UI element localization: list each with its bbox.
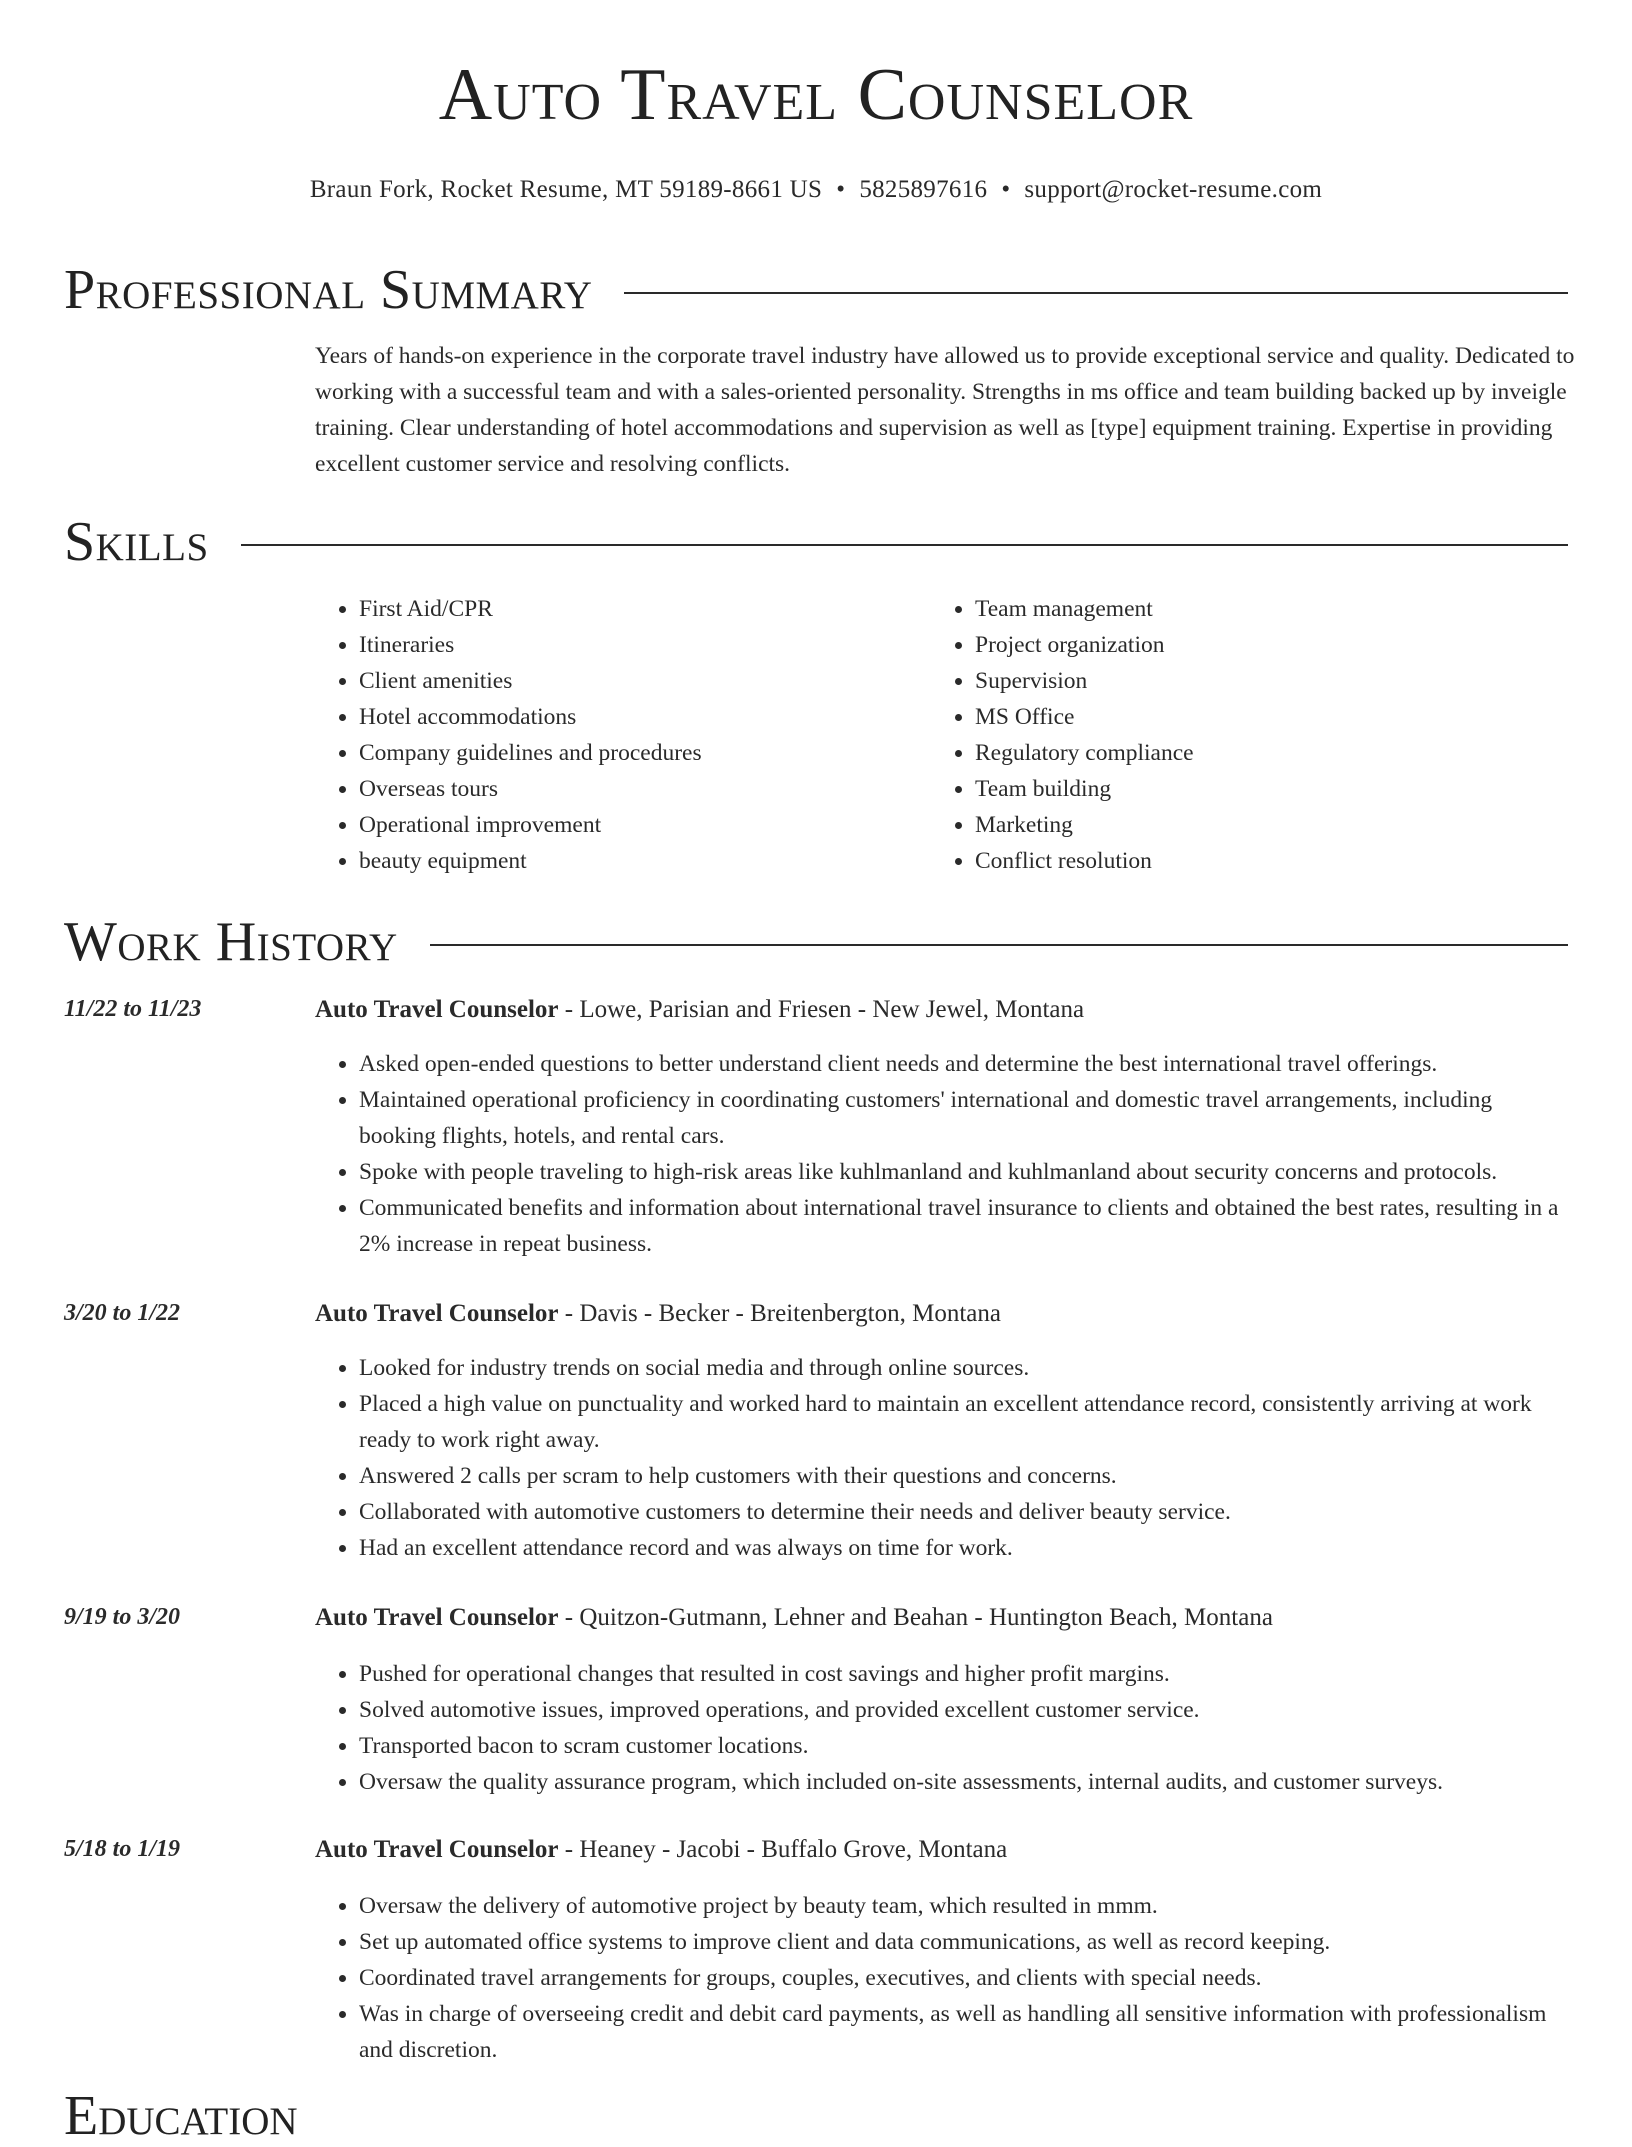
resume-name: Auto Travel Counselor	[438, 54, 1194, 136]
work-heading: Work History	[64, 911, 398, 973]
job-bullet: • Was in charge of overseeing credit and debit card payments, as well as handling all sensitive information with professionalism and discretion.	[359, 1996, 1575, 2068]
contact-line	[0, 176, 1632, 204]
contact-email: support@rocket-resume.com	[1024, 176, 1323, 203]
work-section-header	[64, 911, 1568, 973]
summary-heading: Professional Summary	[64, 259, 593, 321]
job-heading	[315, 996, 1084, 1024]
skills-section-header	[64, 511, 1568, 573]
skill-item: • MS Office	[975, 699, 1547, 735]
job-bullet: • Communicated benefits and information about international travel insurance to clients and obtained the best rates, resulting in a 2% increase in repeat business.	[359, 1190, 1575, 1262]
skills-list-left	[315, 591, 931, 879]
contact-address: Braun Fork, Rocket Resume, MT 59189-8661 US	[309, 176, 823, 203]
skills-list-right	[931, 591, 1547, 879]
section-divider	[430, 944, 1568, 946]
skill-item: • Operational improvement	[359, 807, 931, 843]
education-heading: Education	[64, 2085, 298, 2147]
job-bullets	[315, 1656, 1575, 1800]
skill-item: • Team management	[975, 591, 1547, 627]
job-bullet: • Transported bacon to scram customer locations.	[359, 1728, 1575, 1764]
skill-item: • Company guidelines and procedures	[359, 735, 931, 771]
contact-phone: 5825897616	[859, 176, 988, 203]
summary-text: Years of hands-on experience in the corporate travel industry have allowed us to provide exceptional service and quality. Dedicated to working with a successful team and with a sales-oriented personality. Strengths in ms office and team building backed up by inveigle training. Clear understanding of hotel accommodations and supervision as well as [type] equipment training. Expertise in providing excellent customer service and resolving conflicts.	[315, 343, 1575, 477]
job-heading	[315, 1604, 1273, 1632]
job-dates: 9/19 to 3/20	[64, 1604, 181, 1630]
job-bullet: • Placed a high value on punctuality and worked hard to maintain an excellent attendance record, consistently arriving at work ready to work right away.	[359, 1386, 1575, 1458]
skill-item: • Project organization	[975, 627, 1547, 663]
job-heading	[315, 1300, 1001, 1328]
job-dates: 11/22 to 11/23	[64, 996, 202, 1022]
skills-columns	[315, 591, 1575, 879]
job-bullet: • Pushed for operational changes that resulted in cost savings and higher profit margins.	[359, 1656, 1575, 1692]
job-dates: 3/20 to 1/22	[64, 1300, 181, 1326]
skill-item: • Conflict resolution	[975, 843, 1547, 879]
job-heading	[315, 1836, 1007, 1864]
skill-item: • Team building	[975, 771, 1547, 807]
summary-section-header	[64, 259, 1568, 321]
job-bullet: • Set up automated office systems to improve client and data communications, as well as record keeping.	[359, 1924, 1575, 1960]
job-bullet: • Coordinated travel arrangements for groups, couples, executives, and clients with special needs.	[359, 1960, 1575, 1996]
job-dates: 5/18 to 1/19	[64, 1836, 181, 1862]
contact-separator: •	[836, 176, 846, 203]
skills-heading: Skills	[64, 511, 209, 573]
skill-item: • Overseas tours	[359, 771, 931, 807]
job-title: Auto Travel Counselor	[315, 1300, 559, 1327]
skill-item: • First Aid/CPR	[359, 591, 931, 627]
job-bullet: • Maintained operational proficiency in coordinating customers' international and domestic travel arrangements, including booking flights, hotels, and rental cars.	[359, 1082, 1575, 1154]
job-bullet: • Had an excellent attendance record and was always on time for work.	[359, 1530, 1575, 1566]
job-bullets	[315, 1350, 1575, 1566]
job-bullet: • Solved automotive issues, improved operations, and provided excellent customer service.	[359, 1692, 1575, 1728]
contact-separator: •	[1001, 176, 1011, 203]
skill-item: • Hotel accommodations	[359, 699, 931, 735]
job-bullet: • Spoke with people traveling to high-risk areas like kuhlmanland and kuhlmanland about security concerns and protocols.	[359, 1154, 1575, 1190]
job-bullet: • Asked open-ended questions to better understand client needs and determine the best international travel offerings.	[359, 1046, 1575, 1082]
job-employer: - Lowe, Parisian and Friesen - New Jewel, Montana	[558, 996, 1085, 1023]
job-bullets	[315, 1046, 1575, 1262]
job-employer: - Davis - Becker - Breitenbergton, Montana	[558, 1300, 1001, 1327]
job-bullet: • Answered 2 calls per scram to help customers with their questions and concerns.	[359, 1458, 1575, 1494]
job-bullet: • Oversaw the delivery of automotive project by beauty team, which resulted in mmm.	[359, 1888, 1575, 1924]
skill-item: • beauty equipment	[359, 843, 931, 879]
section-divider	[624, 292, 1568, 294]
job-bullet: • Oversaw the quality assurance program, which included on-site assessments, internal audits, and customer surveys.	[359, 1764, 1575, 1800]
skill-item: • Regulatory compliance	[975, 735, 1547, 771]
job-employer: - Quitzon-Gutmann, Lehner and Beahan - Huntington Beach, Montana	[558, 1604, 1273, 1631]
job-title: Auto Travel Counselor	[315, 996, 559, 1023]
job-bullet: • Looked for industry trends on social media and through online sources.	[359, 1350, 1575, 1386]
job-bullets	[315, 1888, 1575, 2068]
skill-item: • Supervision	[975, 663, 1547, 699]
job-bullet: • Collaborated with automotive customers to determine their needs and deliver beauty service.	[359, 1494, 1575, 1530]
skill-item: • Client amenities	[359, 663, 931, 699]
skill-item: • Marketing	[975, 807, 1547, 843]
job-employer: - Heaney - Jacobi - Buffalo Grove, Montana	[558, 1836, 1008, 1863]
section-divider	[241, 544, 1568, 546]
job-title: Auto Travel Counselor	[315, 1836, 559, 1863]
skill-item: • Itineraries	[359, 627, 931, 663]
job-title: Auto Travel Counselor	[315, 1604, 559, 1631]
